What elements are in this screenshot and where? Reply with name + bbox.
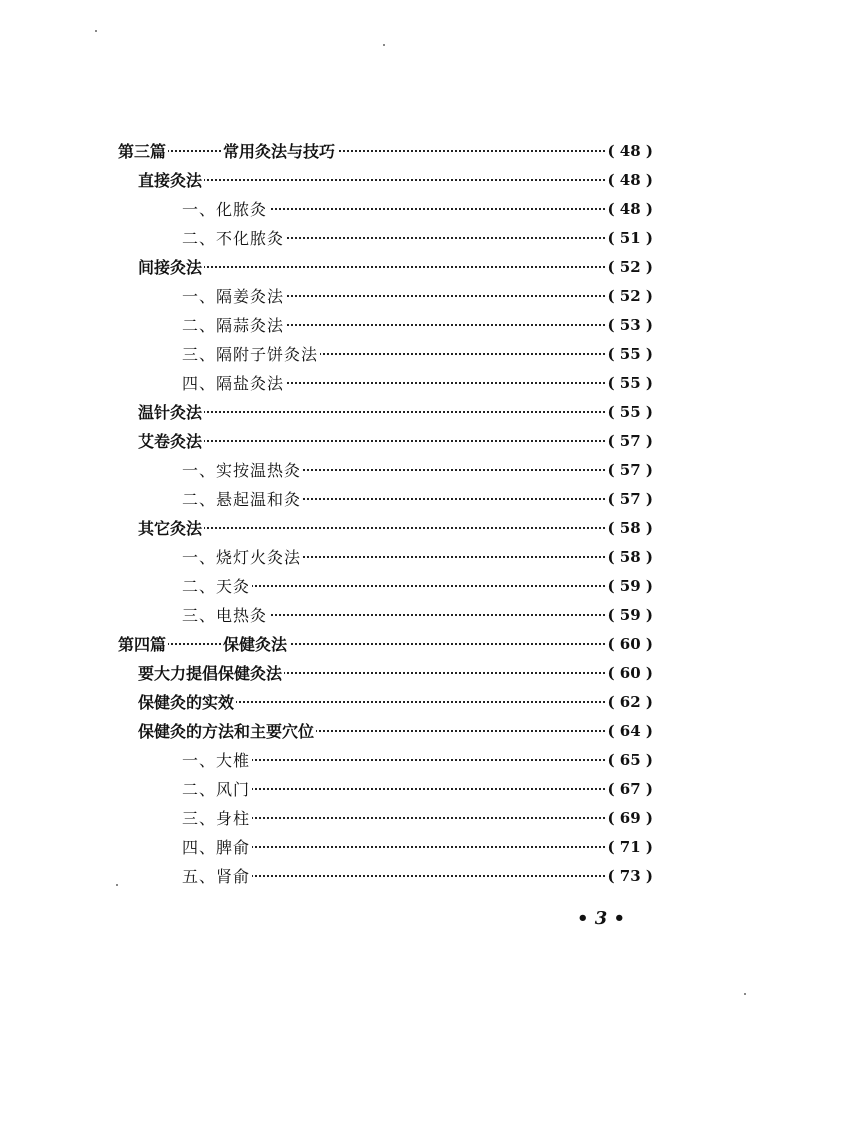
dot-leader: [138, 434, 649, 442]
toc-part-label: 第三篇: [118, 137, 168, 166]
dot-leader: [182, 782, 649, 790]
toc-section-label: 温针灸法: [138, 398, 204, 427]
toc-section-label: 其它灸法: [138, 514, 204, 543]
toc-item-label: 四、隔盐灸法: [182, 369, 286, 398]
toc-item-label: 二、天灸: [182, 572, 252, 601]
toc-page-ref: ( 48 ): [605, 137, 653, 166]
toc-row: [0, 775, 866, 804]
toc-item-label: 二、隔蒜灸法: [182, 311, 286, 340]
toc-part-title: 保健灸法: [223, 630, 289, 659]
toc-row: [0, 572, 866, 601]
toc-row: [0, 485, 866, 514]
toc-row: [0, 369, 866, 398]
dot-leader: [182, 840, 649, 848]
toc-page-ref: ( 69 ): [605, 804, 653, 833]
dot-leader: [182, 579, 649, 587]
toc-row: [0, 659, 866, 688]
toc-row: [0, 253, 866, 282]
toc-page-ref: ( 52 ): [605, 282, 653, 311]
toc-section-label: 间接灸法: [138, 253, 204, 282]
dot-leader: [182, 869, 649, 877]
toc-page-ref: ( 58 ): [605, 543, 653, 572]
toc-row: [0, 137, 866, 166]
dot-leader: [182, 753, 649, 761]
toc-page-ref: ( 55 ): [605, 340, 653, 369]
toc-row: [0, 717, 866, 746]
toc-item-label: 二、风门: [182, 775, 252, 804]
toc-section-label: 要大力提倡保健灸法: [138, 659, 284, 688]
toc-item-label: 二、悬起温和灸: [182, 485, 303, 514]
toc-row: [0, 833, 866, 862]
toc-row: [0, 630, 866, 659]
toc-page-ref: ( 71 ): [605, 833, 653, 862]
toc-item-label: 一、实按温热灸: [182, 456, 303, 485]
scan-speck: [95, 30, 97, 32]
toc-page-ref: ( 64 ): [605, 717, 653, 746]
toc-section-label: 保健灸的方法和主要穴位: [138, 717, 316, 746]
toc-item-label: 三、电热灸: [182, 601, 269, 630]
toc-item-label: 一、大椎: [182, 746, 252, 775]
scan-speck: [744, 993, 746, 995]
toc-page-ref: ( 58 ): [605, 514, 653, 543]
toc-page-ref: ( 51 ): [605, 224, 653, 253]
dot-leader: [138, 405, 649, 413]
toc-item-label: 三、隔附子饼灸法: [182, 340, 320, 369]
toc-row: [0, 398, 866, 427]
toc-page-ref: ( 65 ): [605, 746, 653, 775]
toc-item-label: 五、肾俞: [182, 862, 252, 891]
toc-page-ref: ( 48 ): [605, 166, 653, 195]
toc-row: [0, 195, 866, 224]
toc-row: [0, 427, 866, 456]
toc-row: [0, 340, 866, 369]
toc-row: [0, 311, 866, 340]
scan-speck: [116, 884, 118, 886]
toc-row: [0, 804, 866, 833]
toc-item-label: 三、身柱: [182, 804, 252, 833]
toc-item-label: 一、烧灯火灸法: [182, 543, 303, 572]
toc-part-label: 第四篇: [118, 630, 168, 659]
toc-page-ref: ( 53 ): [605, 311, 653, 340]
toc-row: [0, 746, 866, 775]
toc-section-label: 保健灸的实效: [138, 688, 236, 717]
toc-item-label: 二、不化脓灸: [182, 224, 286, 253]
dot-leader: [118, 144, 649, 152]
toc-part-title: 常用灸法与技巧: [223, 137, 337, 166]
toc-page-ref: ( 57 ): [605, 485, 653, 514]
dot-leader: [138, 173, 649, 181]
toc-page-ref: ( 52 ): [605, 253, 653, 282]
dot-leader: [138, 260, 649, 268]
page-number: • 3 •: [576, 908, 626, 929]
scan-speck: [383, 44, 385, 46]
toc-page-ref: ( 60 ): [605, 659, 653, 688]
toc-page-ref: ( 55 ): [605, 369, 653, 398]
toc-page-ref: ( 67 ): [605, 775, 653, 804]
toc-page-ref: ( 57 ): [605, 456, 653, 485]
toc-page-ref: ( 62 ): [605, 688, 653, 717]
toc-page-ref: ( 57 ): [605, 427, 653, 456]
toc-item-label: 一、隔姜灸法: [182, 282, 286, 311]
dot-leader: [182, 811, 649, 819]
toc-row: [0, 456, 866, 485]
toc-page-ref: ( 55 ): [605, 398, 653, 427]
toc-row: [0, 601, 866, 630]
toc-section-label: 艾卷灸法: [138, 427, 204, 456]
toc-page-ref: ( 59 ): [605, 572, 653, 601]
toc-row: [0, 688, 866, 717]
toc-page-ref: ( 59 ): [605, 601, 653, 630]
toc-row: [0, 166, 866, 195]
toc-item-label: 一、化脓灸: [182, 195, 269, 224]
toc-row: [0, 862, 866, 891]
dot-leader: [138, 521, 649, 529]
toc-row: [0, 282, 866, 311]
dot-leader: [118, 637, 649, 645]
toc-page-ref: ( 60 ): [605, 630, 653, 659]
toc-page-ref: ( 73 ): [605, 862, 653, 891]
toc-row: [0, 224, 866, 253]
toc-row: [0, 514, 866, 543]
toc-row: [0, 543, 866, 572]
toc-page-ref: ( 48 ): [605, 195, 653, 224]
toc-section-label: 直接灸法: [138, 166, 204, 195]
toc-item-label: 四、脾俞: [182, 833, 252, 862]
